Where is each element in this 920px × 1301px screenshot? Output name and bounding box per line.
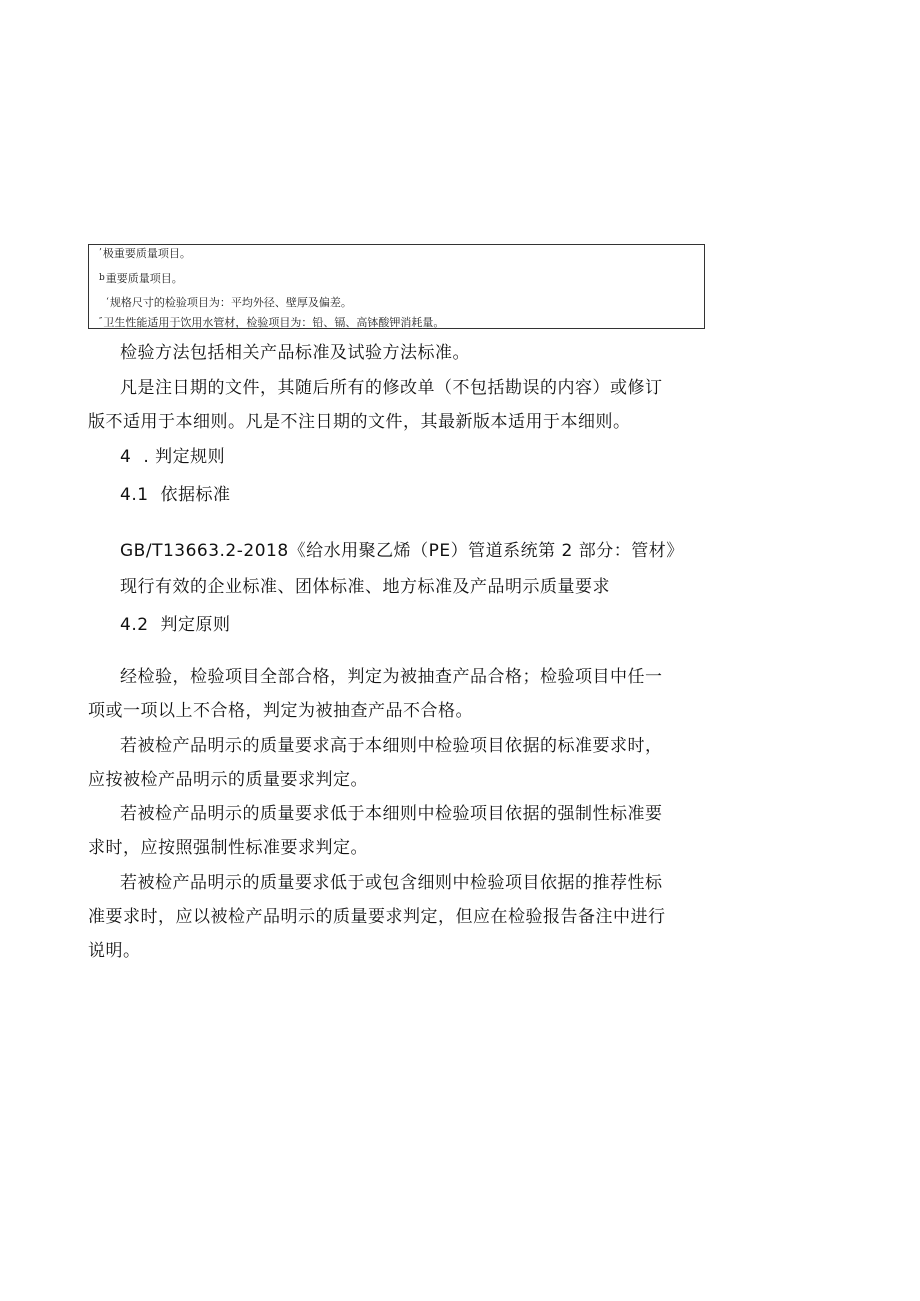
table-footnotes-box [88, 244, 705, 329]
footnote-d [99, 316, 444, 329]
footnote-mark: b [99, 273, 105, 283]
footnote-mark: ‘ [106, 297, 109, 307]
footnote-b [99, 272, 183, 285]
section-heading-4 [120, 446, 225, 468]
footnote-c [106, 296, 352, 309]
rule1-line2: 项或一项以上不合格，判定为被抽查产品不合格。 [88, 701, 473, 721]
standard-gb-reference: GB/T13663.2-2018《给水用聚乙烯（PE）管道系统第 2 部分：管材》 [120, 541, 684, 561]
section-heading-4-2 [120, 614, 231, 636]
rule2-line2: 应按被检产品明示的质量要求判定。 [88, 770, 368, 790]
footnote-text: 规格尺寸的检验项目为：平均外径、壁厚及偏差。 [109, 296, 352, 309]
section-heading-4-1 [120, 484, 231, 506]
section-title: 依据标准 [160, 485, 231, 505]
section-title: 判定原则 [160, 615, 231, 635]
footnote-mark: ″ [99, 317, 103, 327]
paragraph-dated-docs-line1: 凡是注日期的文件，其随后所有的修改单（不包括勘误的内容）或修订 [120, 378, 663, 398]
section-number: 4.1 [120, 485, 149, 505]
rule2-line1: 若被检产品明示的质量要求高于本细则中检验项目依据的标准要求时， [120, 736, 663, 756]
rule4-line3: 说明。 [88, 941, 141, 961]
paragraph-dated-docs-line2: 版不适用于本细则。凡是不注日期的文件，其最新版本适用于本细则。 [88, 412, 631, 432]
rule4-line1: 若被检产品明示的质量要求低于或包含细则中检验项目依据的推荐性标 [120, 873, 663, 893]
rule4-line2: 准要求时，应以被检产品明示的质量要求判定，但应在检验报告备注中进行 [88, 907, 666, 927]
rule3-line1: 若被检产品明示的质量要求低于本细则中检验项目依据的强制性标准要 [120, 804, 663, 824]
footnote-text: 卫生性能适用于饮用水管材，检验项目为：铅、镉、高钵酸钾消耗量。 [103, 316, 445, 329]
footnote-text: 重要质量项目。 [105, 272, 183, 285]
section-number: 4.2 [120, 615, 149, 635]
rule1-line1: 经检验，检验项目全部合格，判定为被抽查产品合格；检验项目中任一 [120, 667, 663, 687]
rule3-line2: 求时，应按照强制性标准要求判定。 [88, 838, 368, 858]
footnote-a [99, 247, 191, 260]
footnote-mark: ’ [99, 248, 102, 258]
section-title: . 判定规则 [143, 447, 226, 467]
footnote-text: 极重要质量项目。 [102, 247, 191, 260]
standard-other-reference: 现行有效的企业标准、团体标准、地方标准及产品明示质量要求 [120, 577, 610, 597]
paragraph-test-methods: 检验方法包括相关产品标准及试验方法标准。 [120, 343, 470, 363]
section-number: 4 [120, 447, 132, 467]
